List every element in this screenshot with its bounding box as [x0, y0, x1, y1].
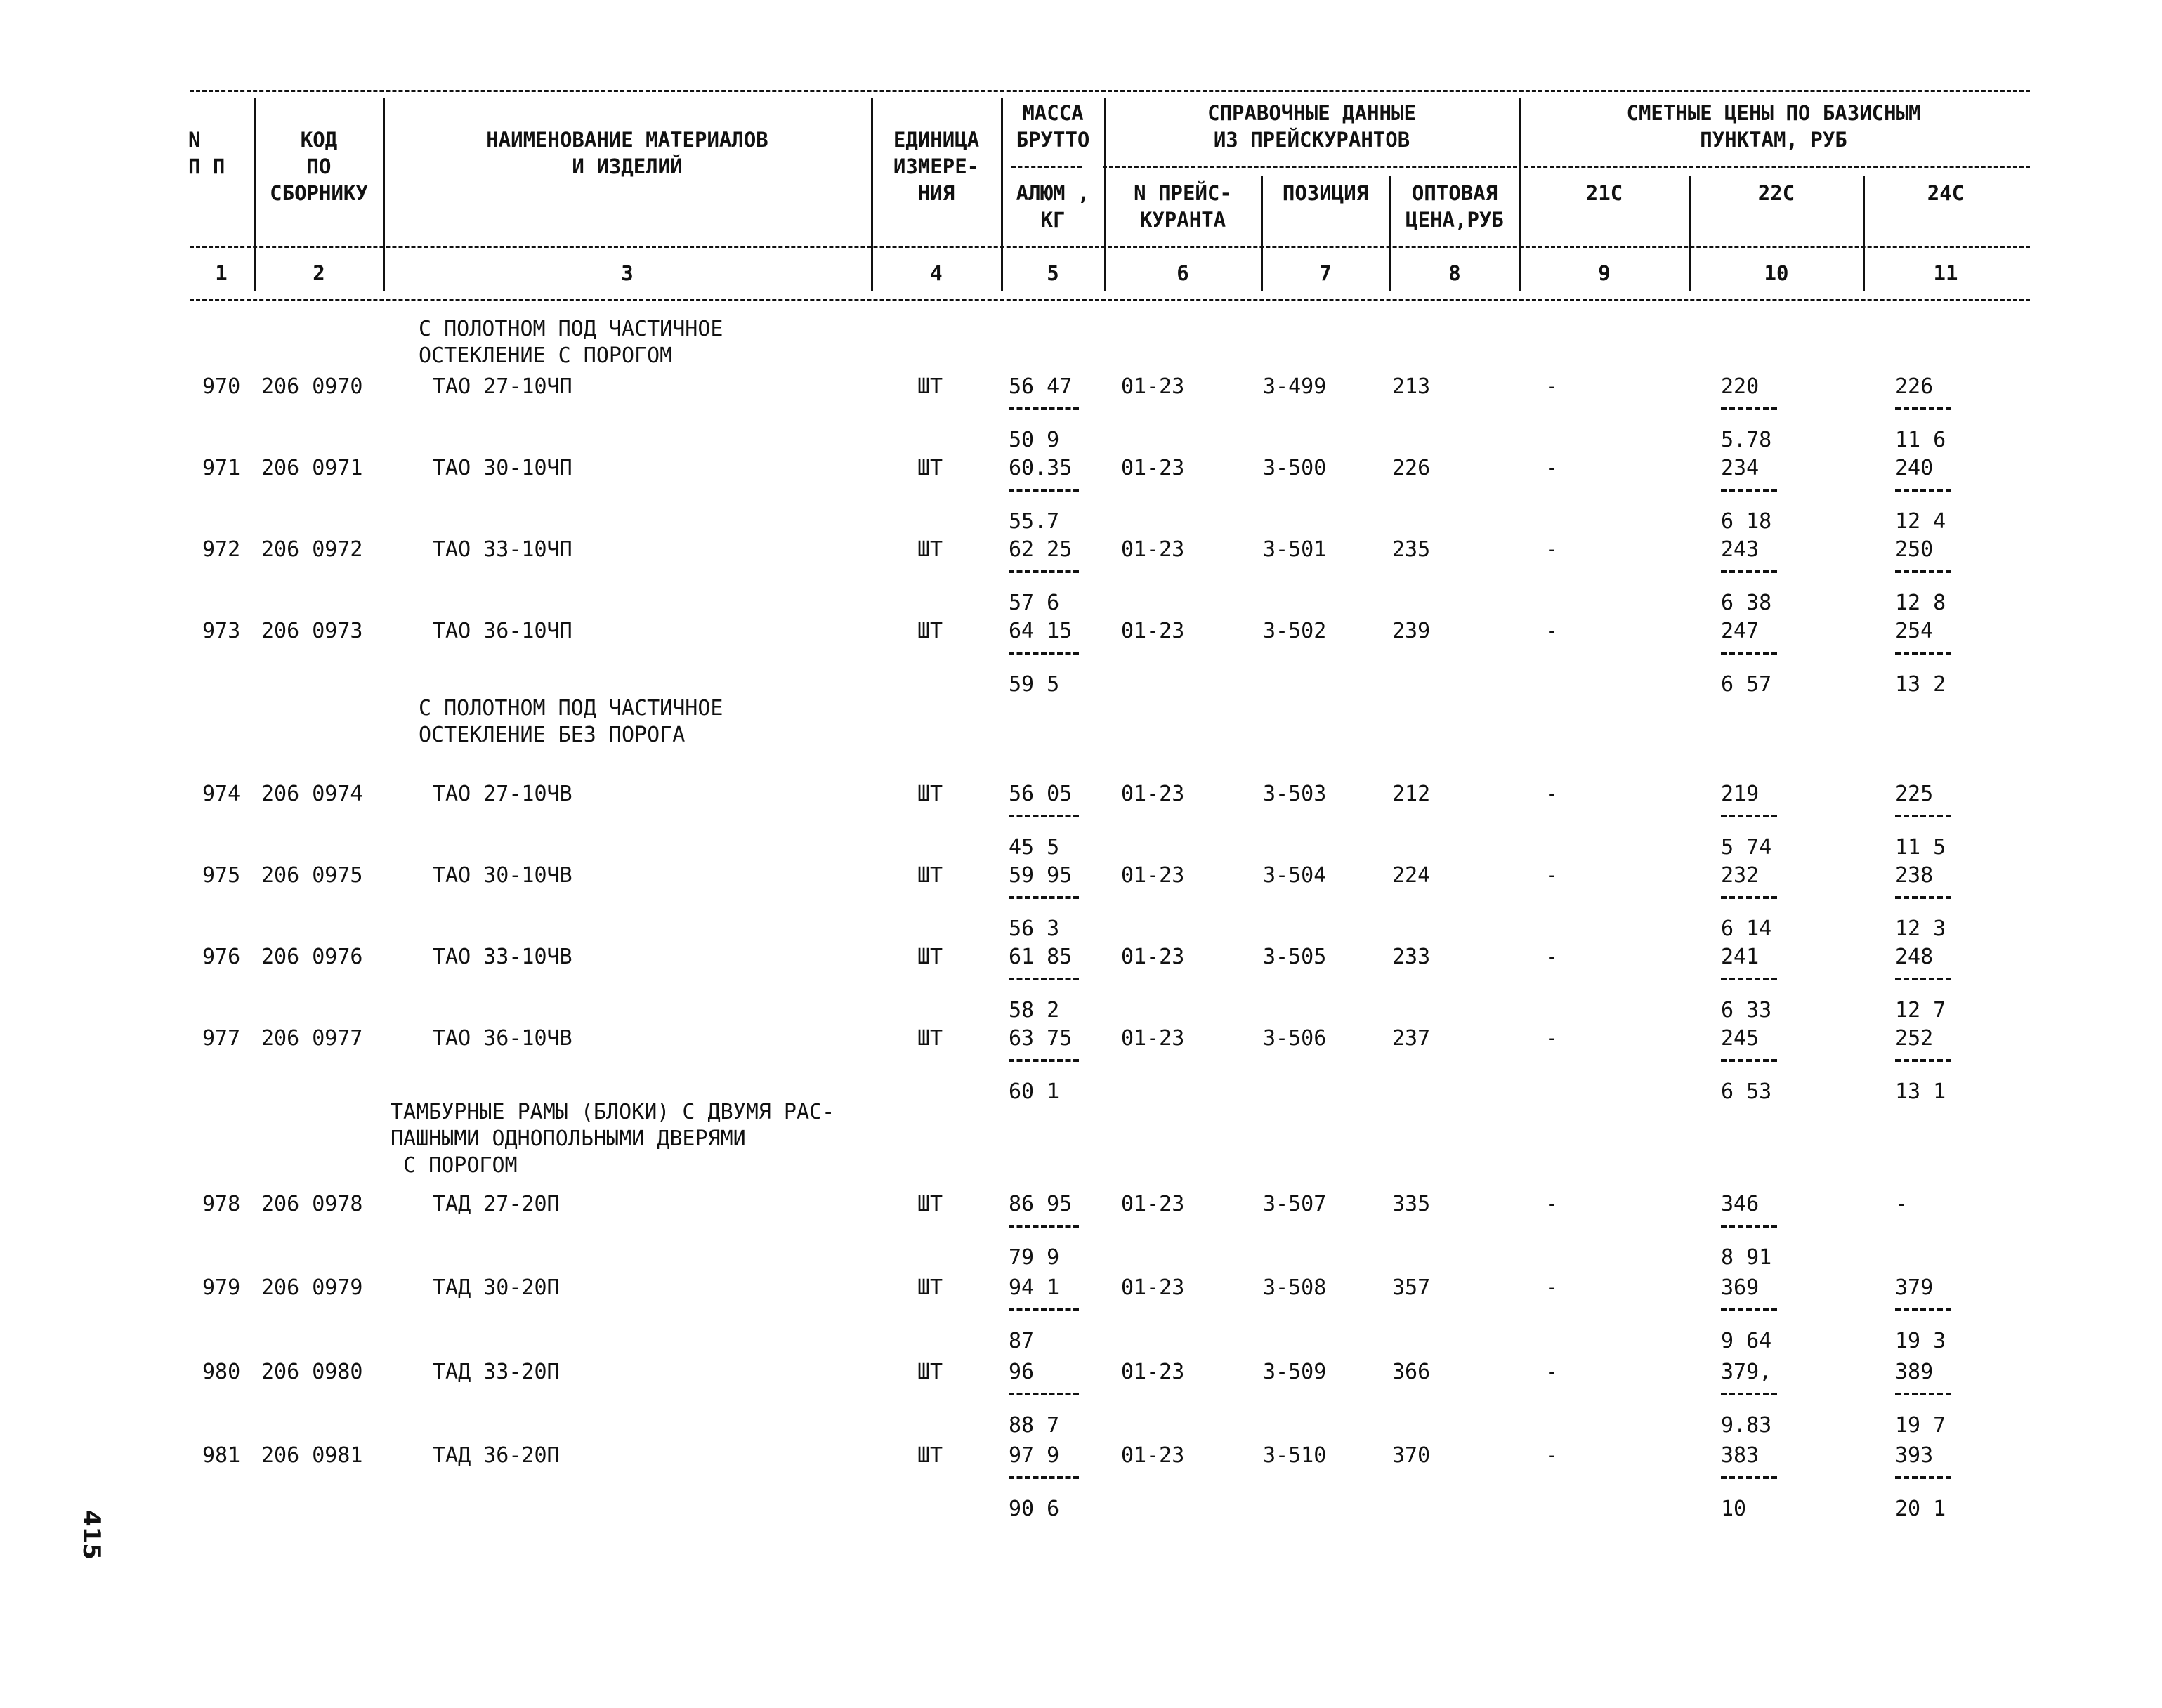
row-number: 980 [202, 1360, 241, 1384]
price22-fraction-rule [1721, 652, 1777, 655]
row-unit: ШТ [917, 1192, 943, 1216]
row-price-list: 01-23 [1121, 619, 1185, 643]
mass-fraction-rule [1009, 652, 1079, 655]
row-name: ТАО 36-10ЧВ [433, 1026, 572, 1051]
row-code: 206 0975 [261, 863, 363, 888]
row-price-21c: - [1545, 782, 1559, 806]
row-price-22c: 220 [1721, 374, 1760, 399]
row-price-22c-bottom: 6 53 [1721, 1079, 1772, 1104]
row-wholesale-price: 239 [1392, 619, 1431, 643]
mass-fraction-rule [1009, 1393, 1079, 1395]
row-unit: ШТ [917, 782, 943, 806]
price24-fraction-rule [1895, 652, 1951, 655]
row-wholesale-price: 237 [1392, 1026, 1431, 1051]
row-code: 206 0981 [261, 1443, 363, 1468]
row-mass: 61 85 [1009, 945, 1073, 969]
row-number: 971 [202, 456, 241, 480]
mass-fraction-rule [1009, 1308, 1079, 1311]
row-name: ТАО 27-10ЧП [433, 374, 572, 399]
row-position: 3-505 [1263, 945, 1327, 969]
row-price-24c-bottom: 19 3 [1895, 1329, 1946, 1353]
row-price-22c-bottom: 6 18 [1721, 509, 1772, 534]
row-unit: ШТ [917, 537, 943, 562]
row-unit: ШТ [917, 619, 943, 643]
price24-fraction-rule [1895, 896, 1951, 899]
row-price-21c: - [1545, 1275, 1559, 1300]
colnum: 6 [1177, 261, 1189, 285]
row-number: 970 [202, 374, 241, 399]
page-number: 415 [77, 1510, 105, 1560]
row-code: 206 0974 [261, 782, 363, 806]
row-name: ТАО 30-10ЧП [433, 456, 572, 480]
row-price-list: 01-23 [1121, 537, 1185, 562]
row-price-22c: 247 [1721, 619, 1760, 643]
price22-fraction-rule [1721, 570, 1777, 573]
price22-fraction-rule [1721, 815, 1777, 817]
row-price-24c-bottom: 12 8 [1895, 591, 1946, 615]
row-code: 206 0980 [261, 1360, 363, 1384]
row-position: 3-501 [1263, 537, 1327, 562]
row-price-22c-bottom: 6 57 [1721, 672, 1772, 697]
row-mass-bottom: 45 5 [1009, 835, 1060, 860]
mass-sub-rule [1011, 166, 1082, 168]
price22-fraction-rule [1721, 407, 1777, 410]
row-price-24c: 238 [1895, 863, 1934, 888]
price22-fraction-rule [1721, 1308, 1777, 1311]
row-price-22c: 219 [1721, 782, 1760, 806]
row-name: ТАО 36-10ЧП [433, 619, 572, 643]
mass-fraction-rule [1009, 815, 1079, 817]
row-price-22c: 232 [1721, 863, 1760, 888]
colnum: 2 [313, 261, 325, 285]
row-number: 972 [202, 537, 241, 562]
row-price-21c: - [1545, 456, 1559, 480]
price24-fraction-rule [1895, 1393, 1951, 1395]
row-position: 3-502 [1263, 619, 1327, 643]
row-price-24c: 393 [1895, 1443, 1934, 1468]
row-mass: 56 05 [1009, 782, 1073, 806]
price24-fraction-rule [1895, 1059, 1951, 1062]
row-price-21c: - [1545, 945, 1559, 969]
header-bottom-rule [190, 299, 2030, 301]
row-price-24c-bottom: 12 3 [1895, 917, 1946, 941]
row-position: 3-510 [1263, 1443, 1327, 1468]
colnum: 11 [1933, 261, 1958, 285]
row-price-list: 01-23 [1121, 863, 1185, 888]
row-price-21c: - [1545, 1026, 1559, 1051]
row-wholesale-price: 235 [1392, 537, 1431, 562]
row-price-21c: - [1545, 1360, 1559, 1384]
row-code: 206 0970 [261, 374, 363, 399]
row-price-21c: - [1545, 537, 1559, 562]
price24-fraction-rule [1895, 1476, 1951, 1479]
row-price-22c-bottom: 5.78 [1721, 428, 1772, 452]
row-number: 981 [202, 1443, 241, 1468]
header-mass: МАССА БРУТТО [1016, 101, 1090, 152]
row-position: 3-509 [1263, 1360, 1327, 1384]
row-code: 206 0976 [261, 945, 363, 969]
row-number: 974 [202, 782, 241, 806]
colnum: 4 [930, 261, 943, 285]
header-price-group: СМЕТНЫЕ ЦЕНЫ ПО БАЗИСНЫМ ПУНКТАМ, РУБ [1626, 101, 1921, 152]
row-unit: ШТ [917, 456, 943, 480]
row-mass: 97 9 [1009, 1443, 1060, 1468]
mass-fraction-rule [1009, 407, 1079, 410]
row-name: ТАД 36-20П [433, 1443, 560, 1468]
price24-fraction-rule [1895, 407, 1951, 410]
row-name: ТАО 30-10ЧВ [433, 863, 572, 888]
row-mass: 63 75 [1009, 1026, 1073, 1051]
row-price-24c-bottom: 20 1 [1895, 1497, 1946, 1521]
row-unit: ШТ [917, 1360, 943, 1384]
row-mass-bottom: 56 3 [1009, 917, 1060, 941]
row-price-22c: 243 [1721, 537, 1760, 562]
row-mass-bottom: 88 7 [1009, 1413, 1060, 1438]
row-position: 3-500 [1263, 456, 1327, 480]
row-price-24c-bottom: 11 5 [1895, 835, 1946, 860]
row-name: ТАО 33-10ЧП [433, 537, 572, 562]
row-number: 977 [202, 1026, 241, 1051]
mass-fraction-rule [1009, 489, 1079, 492]
price-group-rule [1524, 166, 2030, 168]
row-price-24c: 240 [1895, 456, 1934, 480]
mass-fraction-rule [1009, 978, 1079, 980]
row-price-21c: - [1545, 1192, 1559, 1216]
colnum: 5 [1047, 261, 1059, 285]
row-mass-bottom: 59 5 [1009, 672, 1060, 697]
row-unit: ШТ [917, 1026, 943, 1051]
row-code: 206 0971 [261, 456, 363, 480]
row-price-list: 01-23 [1121, 1443, 1185, 1468]
price24-fraction-rule [1895, 489, 1951, 492]
row-mass-bottom: 60 1 [1009, 1079, 1060, 1104]
row-wholesale-price: 370 [1392, 1443, 1431, 1468]
header-ref-num: N ПРЕЙС- КУРАНТА [1134, 181, 1232, 232]
header-ref-price: ОПТОВАЯ ЦЕНА,РУБ [1406, 181, 1504, 232]
row-unit: ШТ [917, 1443, 943, 1468]
price24-fraction-rule [1895, 1308, 1951, 1311]
mass-fraction-rule [1009, 896, 1079, 899]
row-name: ТАД 33-20П [433, 1360, 560, 1384]
ref-group-rule [1103, 166, 1517, 168]
row-price-22c-bottom: 8 91 [1721, 1245, 1772, 1270]
row-price-22c: 234 [1721, 456, 1760, 480]
row-price-list: 01-23 [1121, 782, 1185, 806]
row-mass-bottom: 58 2 [1009, 998, 1060, 1023]
price24-fraction-rule [1895, 978, 1951, 980]
row-unit: ШТ [917, 945, 943, 969]
row-number: 973 [202, 619, 241, 643]
header-name: НАИМЕНОВАНИЕ МАТЕРИАЛОВ И ИЗДЕЛИЙ [486, 128, 768, 178]
price22-fraction-rule [1721, 1393, 1777, 1395]
row-wholesale-price: 357 [1392, 1275, 1431, 1300]
row-mass: 62 25 [1009, 537, 1073, 562]
row-price-list: 01-23 [1121, 374, 1185, 399]
row-name: ТАД 30-20П [433, 1275, 560, 1300]
section-heading: С ПОЛОТНОМ ПОД ЧАСТИЧНОЕ ОСТЕКЛЕНИЕ С ПОРОГОМ [419, 317, 723, 368]
row-price-22c: 346 [1721, 1192, 1760, 1216]
row-position: 3-507 [1263, 1192, 1327, 1216]
price22-fraction-rule [1721, 489, 1777, 492]
price24-fraction-rule [1895, 570, 1951, 573]
row-price-24c-bottom: 13 2 [1895, 672, 1946, 697]
mass-fraction-rule [1009, 570, 1079, 573]
row-wholesale-price: 213 [1392, 374, 1431, 399]
row-price-21c: - [1545, 863, 1559, 888]
section-heading: ТАМБУРНЫЕ РАМЫ (БЛОКИ) С ДВУМЯ РАС- ПАШНЫМИ ОДНОПОЛЬНЫМИ ДВЕРЯМИ С ПОРОГОМ [391, 1100, 835, 1178]
row-mass-bottom: 55.7 [1009, 509, 1060, 534]
mass-fraction-rule [1009, 1225, 1079, 1228]
row-mass: 96 [1009, 1360, 1035, 1384]
header-ref-group: СПРАВОЧНЫЕ ДАННЫЕ ИЗ ПРЕЙСКУРАНТОВ [1207, 101, 1416, 152]
row-price-24c-bottom: 13 1 [1895, 1079, 1946, 1104]
row-mass: 64 15 [1009, 619, 1073, 643]
row-unit: ШТ [917, 374, 943, 399]
row-number: 978 [202, 1192, 241, 1216]
row-price-24c: 389 [1895, 1360, 1934, 1384]
row-price-24c: 252 [1895, 1026, 1934, 1051]
row-price-list: 01-23 [1121, 1192, 1185, 1216]
header-p22: 22С [1757, 181, 1795, 205]
row-price-24c-bottom: 11 6 [1895, 428, 1946, 452]
colnum: 10 [1764, 261, 1789, 285]
row-mass: 56 47 [1009, 374, 1073, 399]
header-unit: ЕДИНИЦА ИЗМЕРЕ- НИЯ [893, 128, 980, 205]
row-price-list: 01-23 [1121, 1026, 1185, 1051]
mass-fraction-rule [1009, 1476, 1079, 1479]
row-wholesale-price: 366 [1392, 1360, 1431, 1384]
price22-fraction-rule [1721, 1476, 1777, 1479]
row-price-24c: 254 [1895, 619, 1934, 643]
row-code: 206 0978 [261, 1192, 363, 1216]
row-price-22c-bottom: 6 38 [1721, 591, 1772, 615]
row-code: 206 0972 [261, 537, 363, 562]
price24-fraction-rule [1895, 815, 1951, 817]
row-price-24c: 250 [1895, 537, 1934, 562]
row-unit: ШТ [917, 863, 943, 888]
row-position: 3-508 [1263, 1275, 1327, 1300]
row-mass: 94 1 [1009, 1275, 1060, 1300]
mass-fraction-rule [1009, 1059, 1079, 1062]
row-position: 3-504 [1263, 863, 1327, 888]
row-price-22c: 379, [1721, 1360, 1772, 1384]
row-price-22c-bottom: 9 64 [1721, 1329, 1772, 1353]
row-mass: 86 95 [1009, 1192, 1073, 1216]
row-position: 3-499 [1263, 374, 1327, 399]
row-price-22c: 369 [1721, 1275, 1760, 1300]
row-price-24c: 379 [1895, 1275, 1934, 1300]
section-heading: С ПОЛОТНОМ ПОД ЧАСТИЧНОЕ ОСТЕКЛЕНИЕ БЕЗ ПОРОГА [419, 696, 723, 747]
row-mass-bottom: 79 9 [1009, 1245, 1060, 1270]
row-mass-bottom: 57 6 [1009, 591, 1060, 615]
row-price-24c: - [1895, 1192, 1908, 1216]
row-number: 976 [202, 945, 241, 969]
header-num: N П П [188, 128, 225, 178]
row-price-22c: 245 [1721, 1026, 1760, 1051]
row-wholesale-price: 233 [1392, 945, 1431, 969]
row-number: 979 [202, 1275, 241, 1300]
row-price-24c: 248 [1895, 945, 1934, 969]
row-name: ТАО 27-10ЧВ [433, 782, 572, 806]
colnum: 1 [215, 261, 228, 285]
row-wholesale-price: 224 [1392, 863, 1431, 888]
header-top-rule [190, 90, 2030, 92]
header-colnum-rule [190, 246, 2030, 248]
row-mass: 59 95 [1009, 863, 1073, 888]
header-code: КОД ПО СБОРНИКУ [270, 128, 368, 205]
row-price-list: 01-23 [1121, 1360, 1185, 1384]
row-price-22c-bottom: 6 33 [1721, 998, 1772, 1023]
row-wholesale-price: 212 [1392, 782, 1431, 806]
header-p21: 21С [1585, 181, 1623, 205]
header-p24: 24С [1927, 181, 1965, 205]
colnum: 3 [621, 261, 634, 285]
row-code: 206 0977 [261, 1026, 363, 1051]
row-wholesale-price: 226 [1392, 456, 1431, 480]
row-price-24c-bottom: 12 4 [1895, 509, 1946, 534]
row-code: 206 0979 [261, 1275, 363, 1300]
row-price-21c: - [1545, 619, 1559, 643]
header-ref-pos: ПОЗИЦИЯ [1282, 181, 1369, 205]
price22-fraction-rule [1721, 1059, 1777, 1062]
row-name: ТАО 33-10ЧВ [433, 945, 572, 969]
row-price-22c-bottom: 9.83 [1721, 1413, 1772, 1438]
header-mass-sub: АЛЮМ , КГ [1016, 181, 1090, 232]
row-price-24c: 226 [1895, 374, 1934, 399]
row-position: 3-506 [1263, 1026, 1327, 1051]
price22-fraction-rule [1721, 896, 1777, 899]
row-price-list: 01-23 [1121, 1275, 1185, 1300]
colnum: 8 [1448, 261, 1461, 285]
row-price-22c-bottom: 10 [1721, 1497, 1747, 1521]
row-mass-bottom: 90 6 [1009, 1497, 1060, 1521]
row-position: 3-503 [1263, 782, 1327, 806]
row-unit: ШТ [917, 1275, 943, 1300]
row-mass-bottom: 50 9 [1009, 428, 1060, 452]
colnum: 7 [1319, 261, 1332, 285]
row-price-22c-bottom: 6 14 [1721, 917, 1772, 941]
row-mass: 60.35 [1009, 456, 1073, 480]
colnum: 9 [1598, 261, 1611, 285]
row-price-24c-bottom: 12 7 [1895, 998, 1946, 1023]
row-price-list: 01-23 [1121, 456, 1185, 480]
row-price-21c: - [1545, 1443, 1559, 1468]
price22-fraction-rule [1721, 978, 1777, 980]
row-price-24c-bottom: 19 7 [1895, 1413, 1946, 1438]
row-price-24c: 225 [1895, 782, 1934, 806]
row-wholesale-price: 335 [1392, 1192, 1431, 1216]
row-number: 975 [202, 863, 241, 888]
row-price-22c: 241 [1721, 945, 1760, 969]
row-code: 206 0973 [261, 619, 363, 643]
row-name: ТАД 27-20П [433, 1192, 560, 1216]
row-price-list: 01-23 [1121, 945, 1185, 969]
row-price-21c: - [1545, 374, 1559, 399]
price22-fraction-rule [1721, 1225, 1777, 1228]
row-mass-bottom: 87 [1009, 1329, 1035, 1353]
row-price-22c: 383 [1721, 1443, 1760, 1468]
row-price-22c-bottom: 5 74 [1721, 835, 1772, 860]
